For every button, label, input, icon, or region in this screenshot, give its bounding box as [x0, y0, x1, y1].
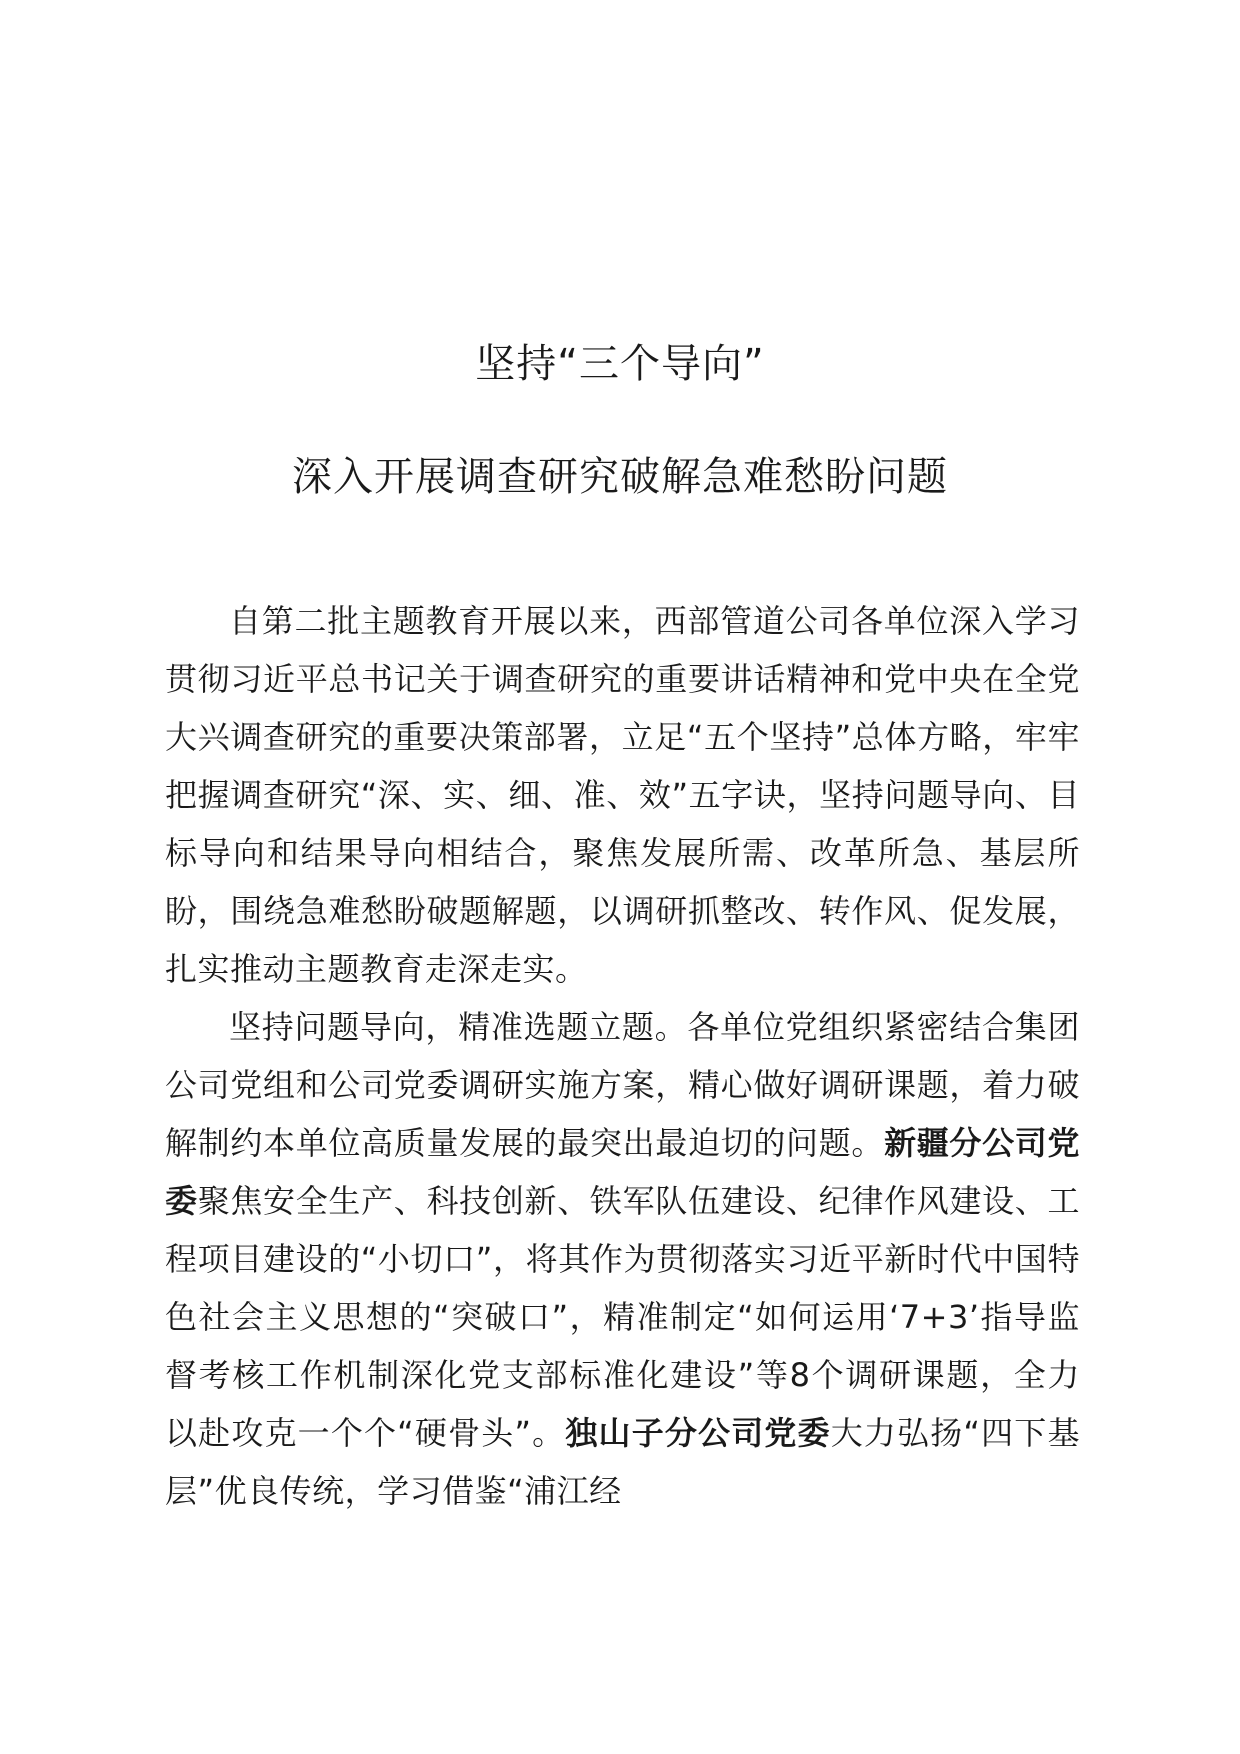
paragraph-2-segment-2: 聚焦安全生产、科技创新、铁军队伍建设、纪律作风建设、工程项目建设的“小切口”，将其作为贯彻落实习近平新时代中国特色社会主义思想的“突破口”，精准制定“如何运用‘7+3’指导监督考核工作机制深化党支部标准化建设”等8个调研课题，全力以赴攻克一个个“硬骨头”。 — [165, 1182, 1080, 1452]
paragraph-2-bold-xinjiang: 新疆分公司党委 — [165, 1124, 1080, 1220]
paragraph-2-segment-3: 大力弘扬“四下基层”优良传统，学习借鉴“浦江经 — [165, 1414, 1080, 1510]
paragraph-2-bold-dushanzi: 独山子分公司党委 — [565, 1414, 831, 1452]
document-body — [165, 592, 1080, 1520]
document-title-line-1: 坚持“三个导向” — [475, 341, 765, 387]
document-title-line-2: 深入开展调查研究破解急难愁盼问题 — [292, 454, 948, 500]
paragraph-2 — [165, 998, 1080, 1520]
paragraph-2-segment-1: 坚持问题导向，精准选题立题。各单位党组织紧密结合集团公司党组和公司党委调研实施方案，精心做好调研课题，着力破解制约本单位高质量发展的最突出最迫切的问题。 — [165, 1008, 1080, 1162]
paragraph-1-text: 自第二批主题教育开展以来，西部管道公司各单位深入学习贯彻习近平总书记关于调查研究的重要讲话精神和党中央在全党大兴调查研究的重要决策部署，立足“五个坚持”总体方略，牢牢把握调查研究“深、实、细、准、效”五字诀，坚持问题导向、目标导向和结果导向相结合，聚焦发展所需、改革所急、基层所盼，围绕急难愁盼破题解题，以调研抓整改、转作风、促发展，扎实推动主题教育走深走实。 — [165, 602, 1080, 988]
paragraph-1 — [165, 592, 1080, 998]
